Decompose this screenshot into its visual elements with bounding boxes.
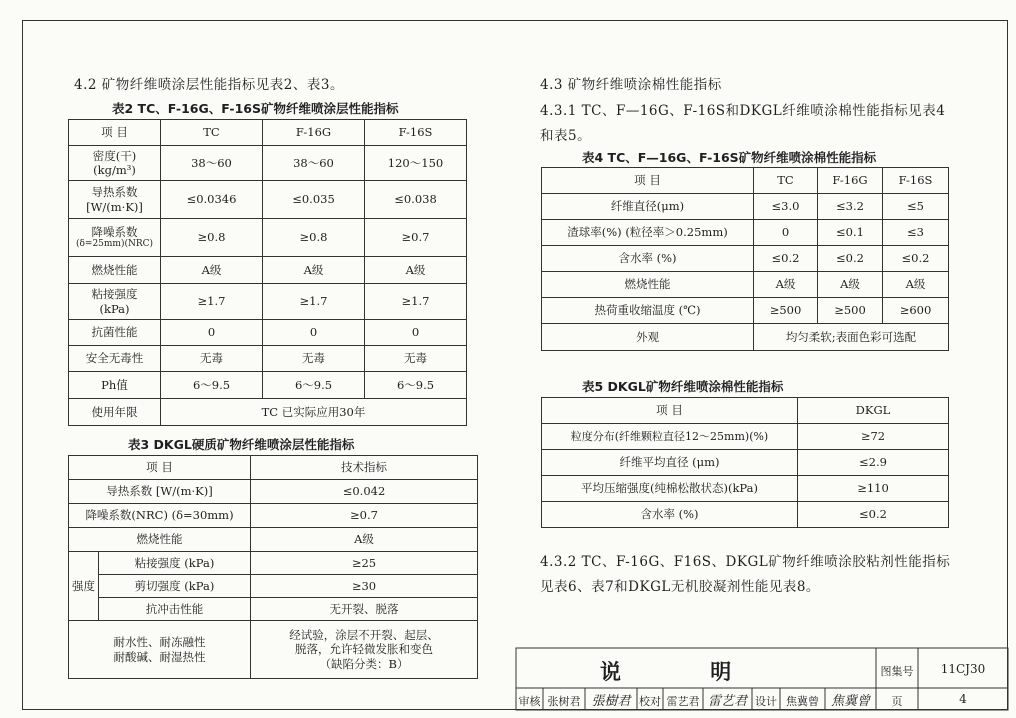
table-cell: ≤0.0346 xyxy=(161,181,263,219)
row-label: 纤维直径(μm) xyxy=(542,194,754,220)
table-cell: ≤3.2 xyxy=(818,194,883,220)
atlas-number: 11CJ30 xyxy=(940,662,986,676)
table-cell: ≥0.7 xyxy=(251,504,478,528)
row-label-text: 粘接强度 xyxy=(91,287,138,302)
section-4-3-1-line2: 和表5。 xyxy=(540,128,592,144)
table-cell: TC 已实际应用30年 xyxy=(161,399,467,426)
table4-header-cell: TC xyxy=(754,168,818,194)
table-cell: ≤0.042 xyxy=(251,480,478,504)
table-cell: 0 xyxy=(365,320,467,346)
table-cell: A级 xyxy=(883,272,949,298)
table2-header-cell: TC xyxy=(161,120,263,146)
table-cell: ≤0.2 xyxy=(798,502,949,528)
section-4-3-heading: 4.3 矿物纤维喷涂棉性能指标 xyxy=(540,77,722,93)
table-cell: 6～9.5 xyxy=(161,372,263,399)
table-cell: A级 xyxy=(161,257,263,284)
row-label-unit: (kg/m³) xyxy=(93,163,136,177)
row-label: 含水率 (%) xyxy=(542,246,754,272)
row-label: 抗冲击性能 xyxy=(99,598,251,621)
row-label-unit: (kPa) xyxy=(99,301,130,316)
table-cell: ≥0.8 xyxy=(161,219,263,257)
atlas-number-label: 图集号 xyxy=(880,665,914,678)
row-label: 纤维平均直径 (μm) xyxy=(542,450,798,476)
table-cell: 38～60 xyxy=(263,146,365,181)
table-cell: ≤0.1 xyxy=(818,220,883,246)
table-cell: ≥110 xyxy=(798,476,949,502)
section-4-2-heading: 4.2 矿物纤维喷涂层性能指标见表2、表3。 xyxy=(74,77,344,93)
row-label: 外观 xyxy=(542,324,754,351)
table-cell: ≥600 xyxy=(883,298,949,324)
table-cell: 均匀柔软;表面色彩可选配 xyxy=(754,324,949,351)
row-label: 粘接强度 (kPa) xyxy=(99,552,251,575)
table-cell: A级 xyxy=(365,257,467,284)
table-cell: ≥1.7 xyxy=(263,284,365,320)
row-label-text: 导热系数 xyxy=(91,185,138,200)
table-cell: ≤0.2 xyxy=(754,246,818,272)
design-label: 设计 xyxy=(755,695,777,708)
table-cell: 0 xyxy=(754,220,818,246)
table-cell: 无毒 xyxy=(263,346,365,372)
table-cell: 120～150 xyxy=(365,146,467,181)
table3-caption: 表3 DKGL硬质矿物纤维喷涂层性能指标 xyxy=(128,437,355,452)
proofread-label: 校对 xyxy=(639,695,661,708)
row-label: Ph值 xyxy=(69,372,161,399)
row-label-text: 降噪系数 xyxy=(91,224,138,239)
table-cell: A级 xyxy=(754,272,818,298)
review-label: 审核 xyxy=(518,695,541,708)
table-cell: A级 xyxy=(818,272,883,298)
table2-header-cell: F-16G xyxy=(263,120,365,146)
row-label: 热荷重收缩温度 (℃) xyxy=(542,298,754,324)
cell-line: （缺陷分类：B） xyxy=(319,656,409,671)
table-cell: A级 xyxy=(263,257,365,284)
reviewer-name: 张树君 xyxy=(547,695,581,708)
table-cell: 6～9.5 xyxy=(365,372,467,399)
table-cell: ≥1.7 xyxy=(161,284,263,320)
table3-header-cell: 技术指标 xyxy=(251,456,478,480)
table4-header-cell: F-16S xyxy=(883,168,949,194)
cell-line: 经试验，涂层不开裂、起层、 xyxy=(289,627,439,642)
table-cell: 0 xyxy=(263,320,365,346)
table-cell: ≤2.9 xyxy=(798,450,949,476)
row-label: 抗菌性能 xyxy=(69,320,161,346)
table-cell: 6～9.5 xyxy=(263,372,365,399)
table-cell: 无毒 xyxy=(161,346,263,372)
table5-caption: 表5 DKGL矿物纤维喷涂棉性能指标 xyxy=(582,379,784,394)
section-4-3-1-line1: 4.3.1 TC、F—16G、F-16S和DKGL纤维喷涂棉性能指标见表4 xyxy=(540,103,946,119)
row-label: 导热系数 [W/(m·K)] xyxy=(69,480,251,504)
table-cell: ≥0.7 xyxy=(365,219,467,257)
table-cell: 0 xyxy=(161,320,263,346)
strength-group-label: 强度 xyxy=(69,552,99,621)
row-label: 平均压缩强度(纯棉松散状态)(kPa) xyxy=(542,476,798,502)
page-number: 4 xyxy=(959,692,967,706)
table-cell: 38～60 xyxy=(161,146,263,181)
designer-name: 焦冀曾 xyxy=(786,695,819,708)
table2-header-cell: 项 目 xyxy=(69,120,161,146)
table-cell: 无开裂、脱落 xyxy=(251,598,478,621)
reviewer-signature: 張樹君 xyxy=(591,694,631,709)
row-label-unit: (δ=25mm)(NRC) xyxy=(75,239,154,250)
table4-header-cell: 项 目 xyxy=(542,168,754,194)
title-block-title: 说 明 xyxy=(600,660,738,684)
table4-caption: 表4 TC、F—16G、F-16S矿物纤维喷涂棉性能指标 xyxy=(582,150,877,165)
table3-header-cell: 项 目 xyxy=(69,456,251,480)
table-cell: A级 xyxy=(251,528,478,552)
row-label: 粒度分布(纤维颗粒直径12～25mm)(%) xyxy=(542,424,798,450)
row-label: 安全无毒性 xyxy=(69,346,161,372)
table-cell: ≤3 xyxy=(883,220,949,246)
table2-caption: 表2 TC、F-16G、F-16S矿物纤维喷涂层性能指标 xyxy=(112,101,399,116)
proofreader-name: 雷艺君 xyxy=(666,695,700,708)
page-label: 页 xyxy=(891,695,903,708)
row-label: 燃烧性能 xyxy=(542,272,754,298)
row-label-text: 密度(干) xyxy=(92,148,137,163)
table-cell: 无毒 xyxy=(365,346,467,372)
table-cell: ≥30 xyxy=(251,575,478,598)
table-cell: ≤0.2 xyxy=(883,246,949,272)
table-cell: ≥72 xyxy=(798,424,949,450)
table-cell: ≥500 xyxy=(818,298,883,324)
row-label-line: 耐酸碱、耐湿热性 xyxy=(113,649,206,664)
row-label: 含水率 (%) xyxy=(542,502,798,528)
row-label: 燃烧性能 xyxy=(69,257,161,284)
proofreader-signature: 雷艺君 xyxy=(707,694,747,709)
table5-header-cell: 项 目 xyxy=(542,398,798,424)
row-label: 使用年限 xyxy=(69,399,161,426)
table2-header-cell: F-16S xyxy=(365,120,467,146)
table5-header-cell: DKGL xyxy=(798,398,949,424)
row-label: 燃烧性能 xyxy=(69,528,251,552)
table-cell: ≤0.038 xyxy=(365,181,467,219)
row-label-unit: [W/(m·K)] xyxy=(86,199,143,214)
section-4-3-2-line1: 4.3.2 TC、F-16G、F16S、DKGL矿物纤维喷涂胶粘剂性能指标 xyxy=(540,554,951,570)
table-cell: ≥1.7 xyxy=(365,284,467,320)
table-cell: ≤0.035 xyxy=(263,181,365,219)
table-cell: ≥500 xyxy=(754,298,818,324)
table4-header-cell: F-16G xyxy=(818,168,883,194)
row-label-line: 耐水性、耐冻融性 xyxy=(113,635,206,650)
row-label: 剪切强度 (kPa) xyxy=(99,575,251,598)
table-cell: ≤5 xyxy=(883,194,949,220)
table-cell: ≤3.0 xyxy=(754,194,818,220)
section-4-3-2-line2: 见表6、表7和DKGL无机胶凝剂性能见表8。 xyxy=(540,579,820,595)
cell-line: 脱落，允许轻微发胀和变色 xyxy=(295,642,433,657)
table-cell: ≥0.8 xyxy=(263,219,365,257)
row-label: 降噪系数(NRC) (δ=30mm) xyxy=(69,504,251,528)
table-cell: ≤0.2 xyxy=(818,246,883,272)
designer-signature: 焦冀曾 xyxy=(830,694,870,709)
table-cell: ≥25 xyxy=(251,552,478,575)
row-label: 渣球率(%) (粒径率＞0.25mm) xyxy=(542,220,754,246)
